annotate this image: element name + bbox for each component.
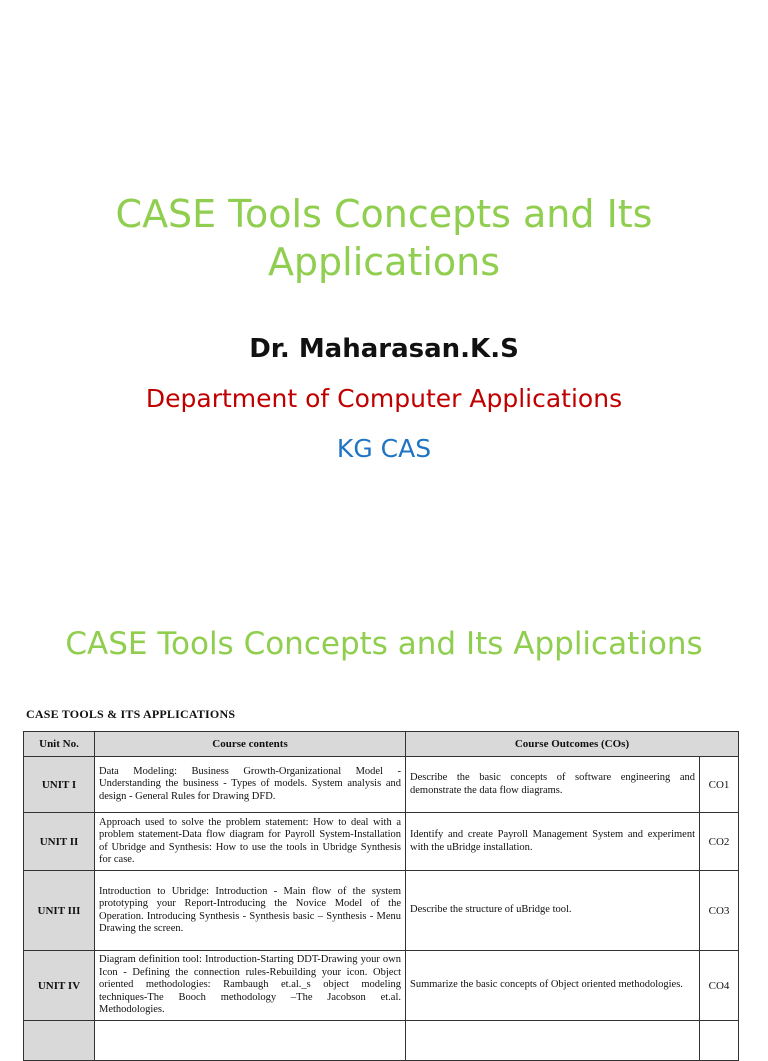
- contents-cell: Introduction to Ubridge: Introduction - Main flow of the system prototyping your Report-Introducing the Novice Model of the Operation. Introducing Synthesis - Synthesis basic – Synthesis - Menu Drawing the screen.: [95, 871, 406, 951]
- department-name: Department of Computer Applications: [145, 384, 623, 413]
- unit-cell: UNIT III: [24, 871, 95, 951]
- contents-cell: Diagram definition tool: Introduction-Starting DDT-Drawing your own Icon - Defining the connection rules-Rebuilding your icon. Object oriented methodologies: Rambaugh et.al._s object modeling techniques-The Booch methodology –The Jacobson et.al. Methodologies.: [95, 951, 406, 1021]
- contents-cell: Approach used to solve the problem statement: How to deal with a problem statement-Data flow diagram for Payroll System-Installation of Ubridge and Synthesis: How to use the tools in Ubridge Synthesis for case.: [95, 813, 406, 871]
- header-course-outcomes: Course Outcomes (COs): [406, 732, 739, 757]
- contents-cell: Data Modeling: Business Growth-Organizational Model - Understanding the business - Types of models. System analysis and design - General Rules for Drawing DFD.: [95, 757, 406, 813]
- header-course-contents: Course contents: [95, 732, 406, 757]
- co-cell: CO4: [700, 951, 739, 1021]
- unit-cell: UNIT II: [24, 813, 95, 871]
- co-cell: CO2: [700, 813, 739, 871]
- header-unit-no: Unit No.: [24, 732, 95, 757]
- unit-cell: [24, 1021, 95, 1061]
- co-cell: CO1: [700, 757, 739, 813]
- outcome-cell: Identify and create Payroll Management System and experiment with the uBridge installation.: [406, 813, 700, 871]
- outcome-cell: Describe the basic concepts of software engineering and demonstrate the data flow diagrams.: [406, 757, 700, 813]
- table-header-row: [24, 732, 739, 757]
- table-row: [24, 871, 739, 951]
- table-row: [24, 813, 739, 871]
- table-row: [24, 951, 739, 1021]
- syllabus-table: [23, 731, 739, 1061]
- slide1-title-line1: CASE Tools Concepts and Its: [115, 192, 653, 236]
- slide1-title: [0, 190, 768, 286]
- unit-cell: UNIT I: [24, 757, 95, 813]
- syllabus-heading: CASE TOOLS & ITS APPLICATIONS: [26, 707, 236, 721]
- presenter-name: Dr. Maharasan.K.S: [249, 334, 519, 364]
- institution-name: KG CAS: [336, 434, 432, 463]
- co-cell: CO3: [700, 871, 739, 951]
- slide2-title: CASE Tools Concepts and Its Applications: [65, 626, 703, 662]
- outcome-cell: Describe the structure of uBridge tool.: [406, 871, 700, 951]
- co-cell: [700, 1021, 739, 1061]
- slide1-title-line2: Applications: [267, 240, 501, 284]
- contents-cell: [95, 1021, 406, 1061]
- outcome-cell: [406, 1021, 700, 1061]
- outcome-cell: Summarize the basic concepts of Object oriented methodologies.: [406, 951, 700, 1021]
- table-row-partial: [24, 1021, 739, 1061]
- unit-cell: UNIT IV: [24, 951, 95, 1021]
- table-row: [24, 757, 739, 813]
